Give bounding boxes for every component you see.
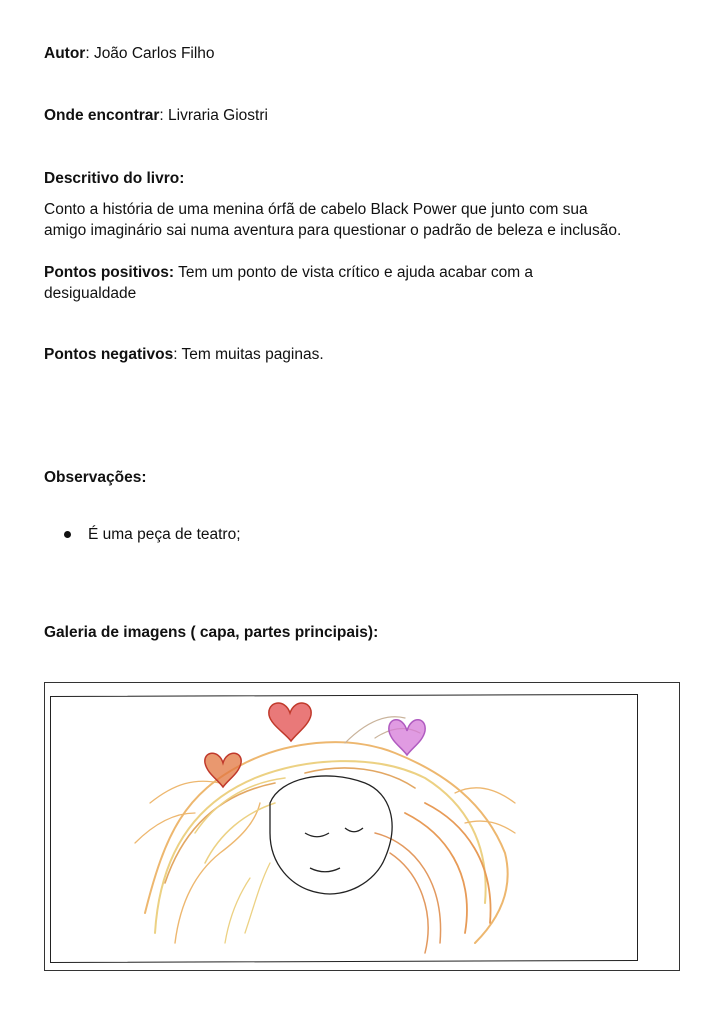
negatives-line	[44, 345, 324, 365]
negatives-label: Pontos negativos	[44, 346, 174, 363]
author-label: Autor	[44, 45, 86, 62]
where-value: : Livraria Giostri	[159, 107, 268, 124]
author-value: : João Carlos Filho	[85, 45, 215, 62]
heart-icon	[269, 703, 311, 741]
positives-line-1: Tem um ponto de vista crítico e ajuda acabar com a	[174, 264, 534, 281]
bullet-dot-icon	[64, 531, 71, 538]
description-line-2: amigo imaginário sai numa aventura para questionar o padrão de beleza e inclusão.	[44, 222, 622, 239]
description-text	[44, 199, 704, 241]
observation-item: É uma peça de teatro;	[88, 526, 241, 543]
description-line-1: Conto a história de uma menina órfã de cabelo Black Power que junto com sua	[44, 201, 588, 218]
positives-label: Pontos positivos:	[44, 264, 175, 281]
where-label: Onde encontrar	[44, 107, 160, 124]
positives-line-2: desigualdade	[44, 285, 137, 302]
face-drawing	[270, 776, 392, 894]
where-line	[44, 106, 268, 126]
negatives-value: : Tem muitas paginas.	[173, 346, 324, 363]
author-line	[44, 44, 215, 64]
positives-block	[44, 262, 704, 304]
observations-heading: Observações:	[44, 469, 147, 486]
heart-icon	[389, 720, 425, 755]
description-heading: Descritivo do livro:	[44, 170, 185, 187]
child-drawing-image	[45, 683, 681, 972]
gallery-frame	[44, 682, 680, 971]
gallery-heading: Galeria de imagens ( capa, partes principais):	[44, 624, 379, 641]
